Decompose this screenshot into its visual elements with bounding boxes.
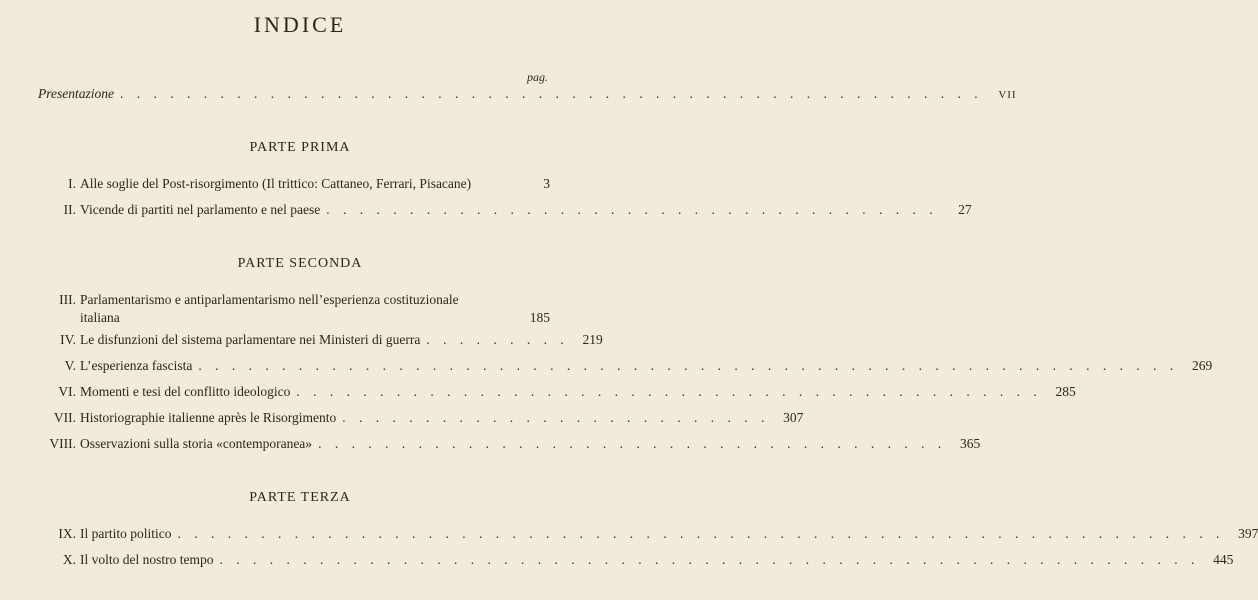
entry-page: 3 (543, 176, 550, 191)
entry-page: 397 (1238, 526, 1258, 541)
dot-leader: . . . . . . . . . . . . . . . . . . . . . . . . . . (342, 410, 770, 425)
entry-page: 269 (1191, 358, 1213, 373)
part-heading: PARTE SECONDA (237, 256, 363, 271)
entry-title: Historiographie italienne après le Risorgimento (80, 410, 337, 425)
entry-title: L’esperienza fascista (80, 358, 193, 373)
entry-number: VIII. (49, 436, 76, 451)
entry-title: Momenti e tesi del conflitto ideologico (80, 384, 291, 399)
entry-number: IV. (60, 332, 76, 347)
entry-page: 219 (582, 332, 603, 347)
entry-page: 307 (783, 410, 804, 425)
toc-line (38, 86, 1017, 103)
entry-number: VII. (53, 410, 76, 425)
dot-leader: . . . . . . . . . . . . . . . . . . . . . . . . . . . . . . . . . . . . . (326, 202, 938, 217)
entry-page: 185 (529, 310, 550, 325)
dot-leader: . . . . . . . . . . . . . . . . . . . . . . . . . . . . . . . . . . . . . . (318, 436, 947, 451)
dot-leader: . . . . . . . . . . . . . . . . . . . . . . . . . . . . . . . . . . . . . . . . . . . . . . . . . . . . . . . . . . . (198, 358, 1179, 373)
page-column-label: pag. (527, 70, 548, 84)
entry-title: Il volto del nostro tempo (80, 552, 214, 567)
entry-page: 445 (1213, 552, 1234, 567)
entry-page: VII (998, 89, 1017, 101)
entry-title: Osservazioni sulla storia «contemporanea» (80, 436, 313, 451)
entry-number: VI. (58, 384, 76, 399)
entry-title: Il partito politico (80, 526, 172, 541)
part-heading: PARTE TERZA (249, 490, 351, 505)
dot-leader: . . . . . . . . . . . . . . . . . . . . . . . . . . . . . . . . . . . . . . . . . . . . . . . . . . . . (119, 86, 983, 101)
entry-title: Alle soglie del Post-risorgimento (Il trittico: Cattaneo, Ferrari, Pisacane) (80, 176, 472, 191)
dot-leader: . . . . . . . . . . . . . . . . . . . . . . . . . . . . . . . . . . . . . . . . . . . . . . . . . . . . . . . . . . . . . . . (177, 526, 1225, 541)
entry-number: X. (62, 552, 76, 567)
entry-number: III. (59, 292, 76, 307)
entry-page: 27 (958, 202, 972, 217)
page-title: INDICE (253, 12, 347, 37)
dot-leader: . . . . . . . . . (426, 332, 569, 347)
entry-number: I. (68, 176, 76, 191)
entry-number: V. (64, 358, 76, 373)
entry-page: 365 (959, 436, 981, 451)
entry-title: Vicende di partiti nel parlamento e nel paese (80, 202, 321, 217)
dot-leader: . . . . . . . . . . . . . . . . . . . . . . . . . . . . . . . . . . . . . . . . . . . . . (296, 384, 1042, 399)
entry-title: Parlamentarismo e antiparlamentarismo nell’esperienza costituzionale (80, 292, 459, 307)
entry-title: Presentazione (38, 86, 114, 101)
entry-title-continuation: italiana (80, 310, 120, 325)
entry-number: II. (63, 202, 76, 217)
entry-page: 285 (1055, 384, 1076, 399)
entry-title: Le disfunzioni del sistema parlamentare nei Ministeri di guerra (80, 332, 421, 347)
entry-number: IX. (58, 526, 76, 541)
part-heading: PARTE PRIMA (249, 140, 351, 155)
dot-leader: . . . . . . . . . . . . . . . . . . . . . . . . . . . . . . . . . . . . . . . . . . . . . . . . . . . . . . . . . . . (219, 552, 1200, 567)
toc-entry-presentazione[interactable] (38, 86, 1017, 103)
